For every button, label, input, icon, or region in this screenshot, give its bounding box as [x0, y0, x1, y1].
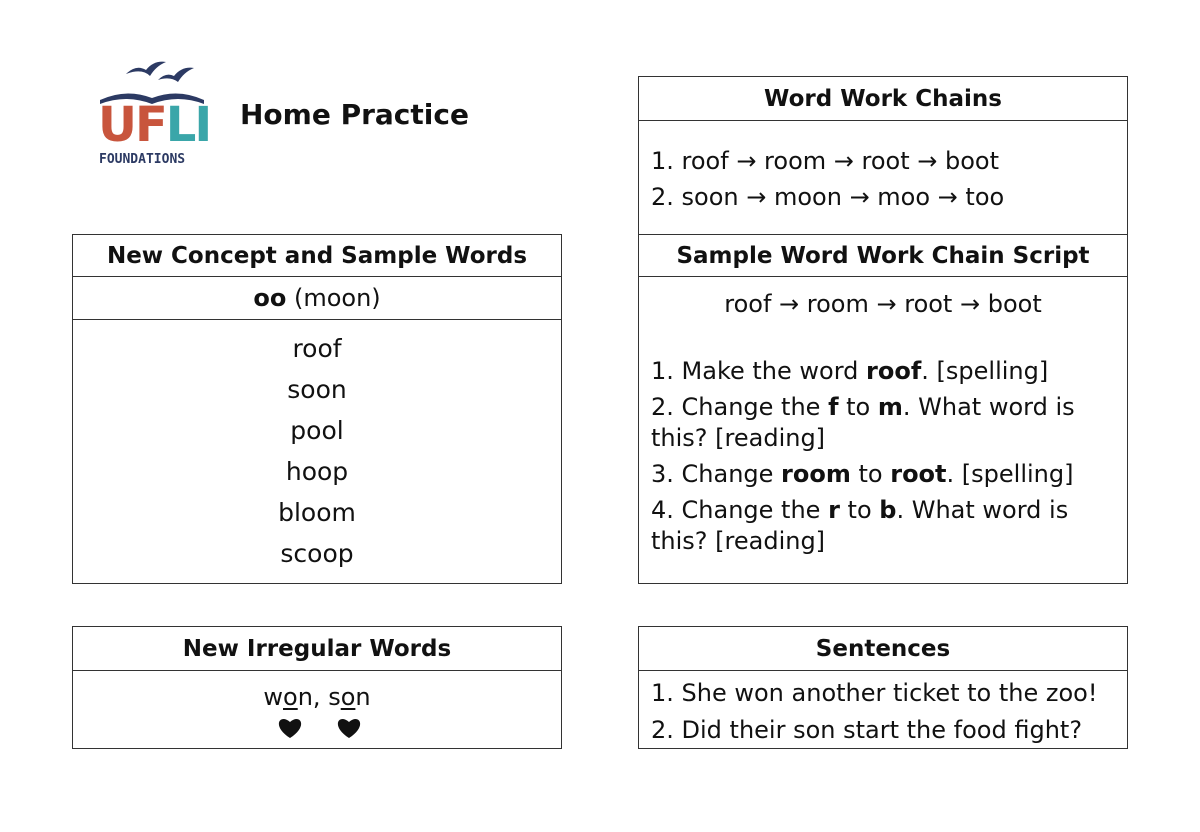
heart-icon — [277, 717, 303, 739]
sample-word: roof — [292, 334, 342, 363]
sample-word: scoop — [280, 539, 354, 568]
new-concept-title: New Concept and Sample Words — [73, 235, 561, 277]
sentence: 1. She won another ticket to the zoo! — [651, 679, 1098, 707]
chain-script-title: Sample Word Work Chain Script — [639, 235, 1127, 277]
script-step: 3. Change room to root. [spelling] — [651, 460, 1074, 488]
script-step: 4. Change the r to b. What word is this? [reading] — [651, 496, 1069, 555]
heart-row — [73, 717, 561, 741]
concept-row — [73, 277, 561, 320]
sample-word: pool — [290, 416, 344, 445]
irregular-words-title: New Irregular Words — [73, 627, 561, 671]
chain-line: 1. roof → room → root → boot — [651, 147, 999, 175]
heart-icon — [336, 717, 362, 739]
page-title: Home Practice — [240, 98, 469, 131]
logo-subtitle: FOUNDATIONS — [99, 152, 186, 167]
sentences-box — [638, 626, 1128, 749]
script-chain: roof → room → root → boot — [724, 290, 1042, 318]
script-step: 2. Change the f to m. What word is this? [reading] — [651, 393, 1075, 452]
sentence: 2. Did their son start the food fight? — [651, 716, 1083, 744]
new-concept-box — [72, 234, 562, 584]
logo-wordmark: UFLI — [98, 97, 211, 153]
chain-script-box — [638, 234, 1128, 584]
chain-line: 2. soon → moon → moo → too — [651, 183, 1005, 211]
sentences-title: Sentences — [639, 627, 1127, 671]
sample-word: hoop — [285, 457, 349, 486]
word-work-chains-title: Word Work Chains — [639, 77, 1127, 121]
sample-word: soon — [287, 375, 347, 404]
irregular-word: won — [263, 683, 313, 711]
bird-icon — [126, 62, 166, 76]
concept-pattern: oo — [253, 284, 287, 312]
sample-word: bloom — [278, 498, 356, 527]
concept-example: (moon) — [286, 284, 381, 312]
sample-word-list — [73, 320, 561, 574]
word-work-chains-box — [638, 76, 1128, 234]
bird-icon — [158, 68, 194, 82]
irregular-words-box — [72, 626, 562, 749]
script-step: 1. Make the word roof. [spelling] — [651, 357, 1049, 385]
sentence-list — [639, 671, 1127, 749]
irregular-word: son — [328, 683, 371, 711]
irregular-words: won, son — [263, 683, 371, 711]
script-steps — [639, 318, 1127, 557]
ufli-logo — [96, 54, 211, 170]
chain-list — [639, 121, 1127, 215]
